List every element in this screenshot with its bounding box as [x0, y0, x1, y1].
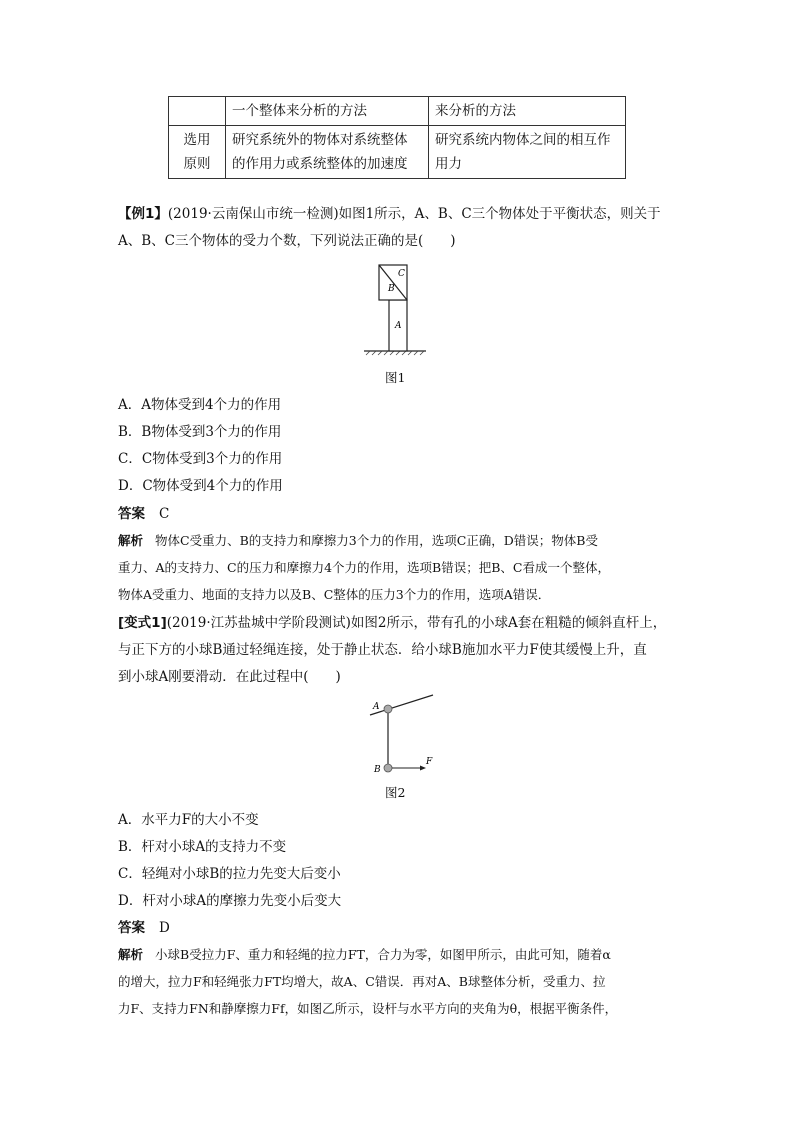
cell-line: 原则: [183, 156, 211, 172]
example-1-line-2: A、B、C三个物体的受力个数，下列说法正确的是( ): [118, 233, 456, 249]
figure-2-caption: 图2: [385, 785, 406, 800]
cell-line: 用力: [435, 156, 462, 172]
example-1-line-1: [118, 205, 661, 224]
analysis-line-3: 力F、支持力FN和静摩擦力Ff，如图乙所示，设杆与水平方向的夹角为θ，根据平衡条件，: [118, 1001, 618, 1016]
analysis-label: 解析: [118, 947, 144, 962]
analysis-text: 小球B受拉力F、重力和轻绳的拉力FT，合力为零，如图甲所示，由此可知，随着α: [155, 947, 611, 962]
analysis-line-2: 重力、A的支持力、C的压力和摩擦力4个力的作用，选项B错误；把B、C看成一个整体，: [118, 560, 610, 575]
analysis-line-2: 的增大，拉力F和轻绳张力FT均增大，故A、C错误．再对A、B球整体分析，受重力、拉: [118, 974, 606, 989]
cell-line: 研究系统外的物体对系统整体: [232, 132, 408, 148]
answer-line: [118, 919, 170, 938]
table-cell: 来分析的方法: [429, 97, 626, 126]
option-d: D．杆对小球A的摩擦力先变小后变大: [118, 893, 342, 909]
label-f: F: [426, 757, 433, 767]
cell-line: 的作用力或系统整体的加速度: [232, 156, 408, 172]
table-row: [169, 97, 626, 126]
ball-a: [384, 705, 392, 713]
example-text: (2019·云南保山市统一检测)如图1所示，A、B、C三个物体处于平衡状态，则关于: [167, 206, 661, 222]
variant-text: (2019·江苏盐城中学阶段测试)如图2所示，带有孔的小球A套在粗糙的倾斜直杆上，: [166, 615, 667, 631]
figure-1-caption: 图1: [385, 370, 406, 385]
table-row: [169, 126, 626, 179]
example-tag: 【例1】: [118, 206, 168, 222]
label-b: B: [388, 284, 395, 294]
answer-label: 答案: [118, 920, 145, 936]
analysis-text: 物体C受重力、B的支持力和摩擦力3个力的作用，选项C正确，D错误；物体B受: [155, 533, 598, 548]
label-b: B: [374, 765, 381, 775]
cell-line: 选用: [183, 132, 211, 148]
option-a: A．A物体受到4个力的作用: [118, 397, 282, 413]
cell-line: 研究系统内物体之间的相互作: [435, 132, 611, 148]
answer-line: [118, 505, 169, 524]
option-d: D．C物体受到4个力的作用: [118, 478, 283, 494]
table-cell: [226, 126, 429, 179]
answer-value: D: [159, 920, 170, 936]
variant-tag: [变式1]: [118, 615, 167, 631]
figure-2-diagram: [368, 690, 448, 780]
ground-hatch: [366, 351, 424, 355]
analysis-line-3: 物体A受重力、地面的支持力以及B、C整体的压力3个力的作用，选项A错误．: [118, 587, 551, 602]
option-b: B．B物体受到3个力的作用: [118, 424, 282, 440]
table-cell: [169, 97, 226, 126]
table-cell: [429, 126, 626, 179]
label-c: C: [398, 269, 405, 279]
label-a: A: [373, 702, 380, 712]
option-c: C．轻绳对小球B的拉力先变大后变小: [118, 866, 341, 882]
option-c: C．C物体受到3个力的作用: [118, 451, 283, 467]
option-b: B．杆对小球A的支持力不变: [118, 839, 287, 855]
ball-b: [384, 764, 392, 772]
table-cell: 一个整体来分析的方法: [226, 97, 429, 126]
answer-value: C: [159, 506, 170, 522]
option-a: A．水平力F的大小不变: [118, 812, 259, 828]
table-cell: [169, 126, 226, 179]
figure-1-diagram: [360, 262, 430, 357]
variant-1-line-2: 与正下方的小球B通过轻绳连接，处于静止状态．给小球B施加水平力F使其缓慢上升，直: [118, 642, 647, 658]
answer-label: 答案: [118, 506, 145, 522]
analysis-line-1: [118, 532, 598, 550]
variant-1-line-1: [118, 614, 666, 633]
label-a: A: [395, 321, 402, 331]
variant-1-line-3: 到小球A刚要滑动．在此过程中( ): [118, 669, 341, 685]
analysis-label: 解析: [118, 533, 144, 548]
method-comparison-table: [168, 96, 626, 179]
analysis-line-1: [118, 946, 611, 964]
